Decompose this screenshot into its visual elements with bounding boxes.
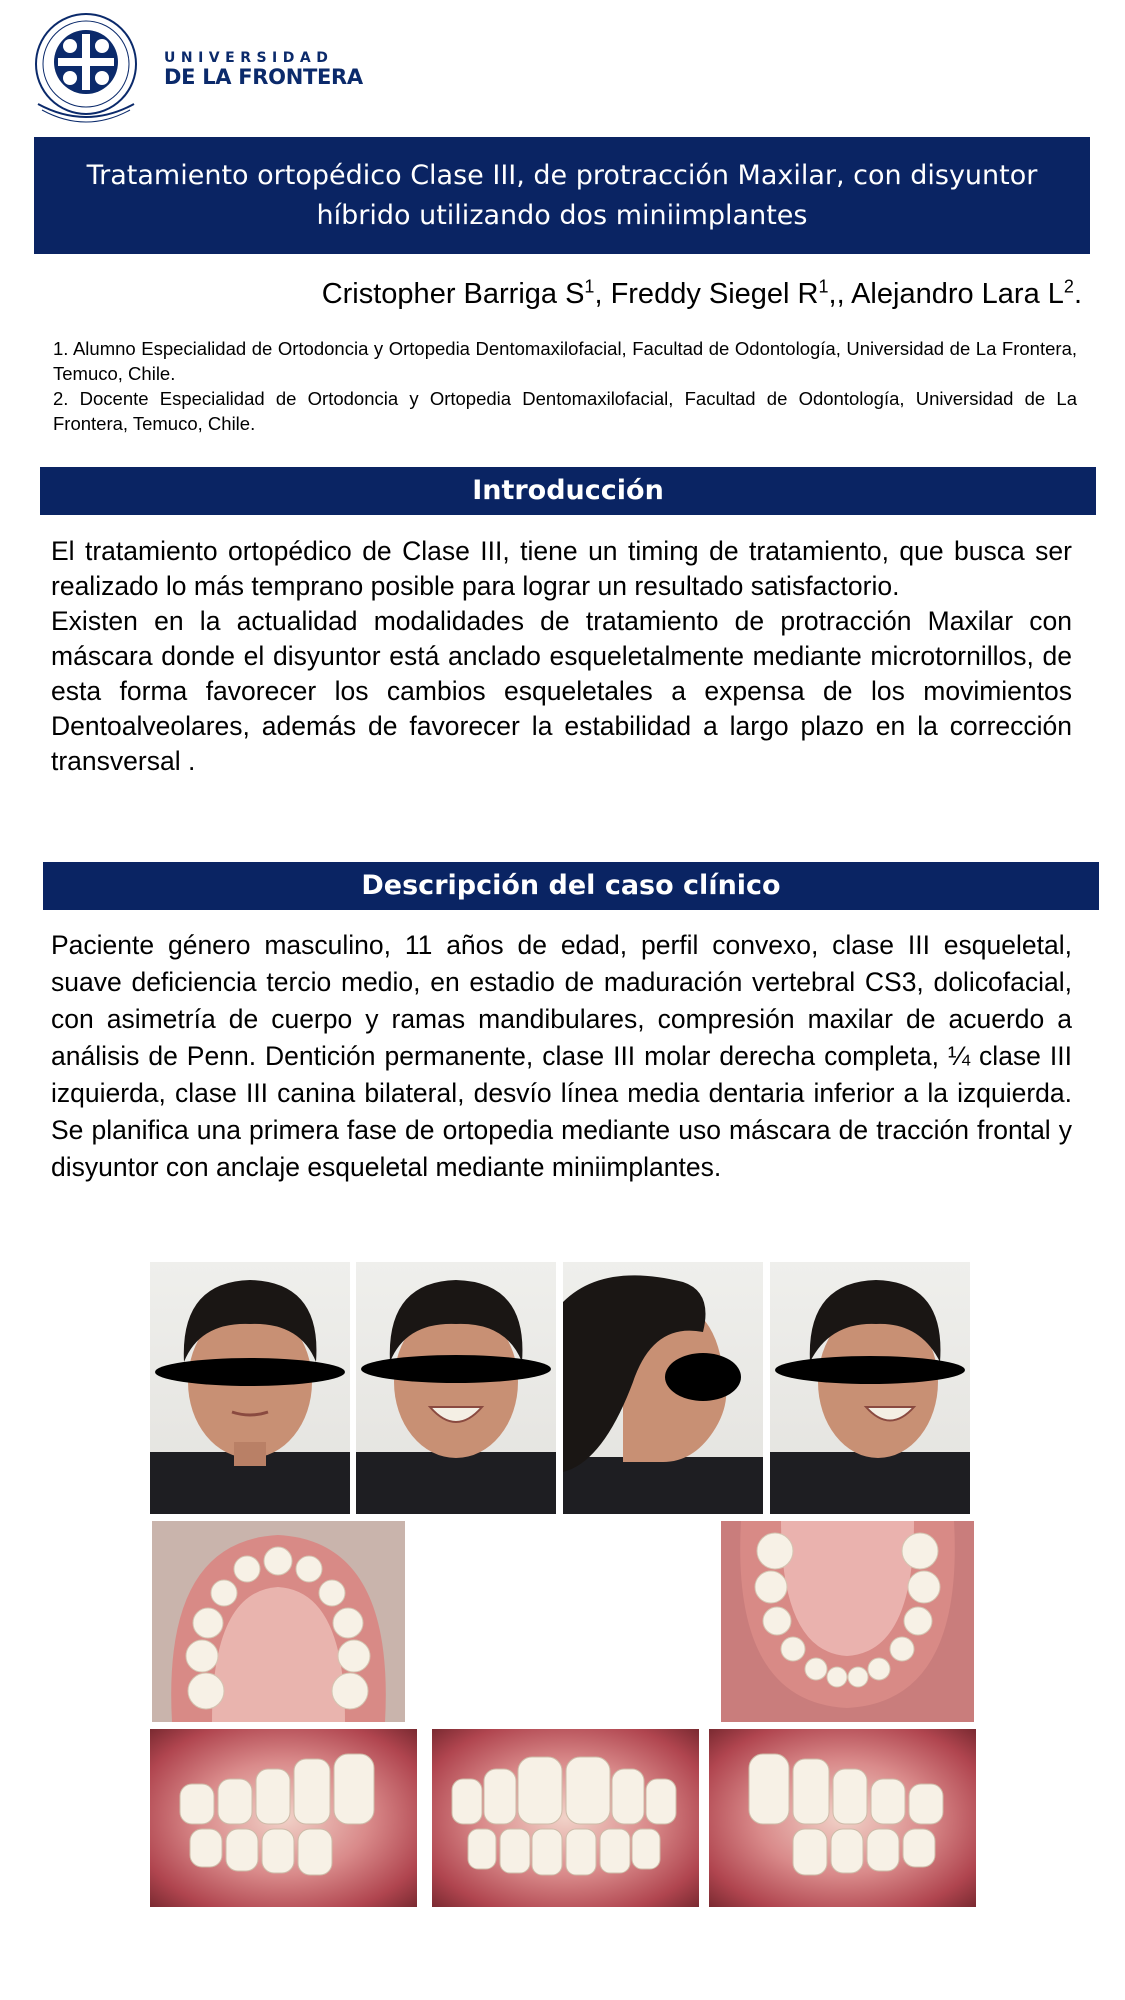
author-name: Cristopher Barriga S	[321, 278, 585, 310]
logo-wordmark-bottom: DE LA FRONTERA	[164, 65, 363, 89]
author-separator: ,,	[828, 278, 852, 310]
paragraph: El tratamiento ortopédico de Clase III, tiene un timing de tratamiento, que busca ser realizado lo más temprano posible para lograr un resultado satisfactorio.	[51, 536, 1072, 601]
facial-photo-frontal-rest	[150, 1262, 350, 1514]
facial-photo-profile	[563, 1262, 763, 1514]
intraoral-photo-lower-occlusal	[721, 1521, 974, 1722]
university-seal-logo	[30, 12, 142, 124]
affiliation-item: 2. Docente Especialidad de Ortodoncia y Ortopedia Dentomaxilofacial, Facultad de Odontología, Universidad de La Frontera, Temuco, Chile.	[53, 388, 1077, 434]
author-name: Freddy Siegel R	[610, 278, 819, 310]
affiliation-item: 1. Alumno Especialidad de Ortodoncia y Ortopedia Dentomaxilofacial, Facultad de Odontología, Universidad de La Frontera, Temuco, Chile.	[53, 338, 1077, 384]
author-separator: ,	[594, 278, 611, 310]
facial-photo-three-quarter-smile	[770, 1262, 970, 1514]
title-banner	[34, 137, 1090, 254]
author-name: Alejandro Lara L	[851, 278, 1064, 310]
logo-wordmark-top: UNIVERSIDAD	[164, 50, 334, 66]
author-affiliation-mark: 1	[584, 276, 595, 297]
intraoral-photo-left-lateral	[709, 1729, 976, 1907]
introduction-text	[51, 534, 1072, 779]
poster-title: Tratamiento ortopédico Clase III, de protracción Maxilar, con disyuntor híbrido utilizando dos miniimplantes	[86, 159, 1038, 231]
author-affiliation-mark: 1	[818, 276, 829, 297]
facial-photo-frontal-smile	[356, 1262, 556, 1514]
author-affiliation-mark: 2	[1063, 276, 1074, 297]
university-wordmark	[164, 50, 363, 88]
case-description-text: Paciente género masculino, 11 años de edad, perfil convexo, clase III esqueletal, suave deficiencia tercio medio, en estadio de maduración vertebral CS3, dolicofacial, con asimetría de cuerpo y ramas mandibulares, compresión maxilar de acuerdo a análisis de Penn. Dentición permanente, clase III molar derecha completa, ¼ clase III izquierda, clase III canina bilateral, desvío línea media dentaria inferior a la izquierda. Se planifica una primera fase de ortopedia mediante uso máscara de tracción frontal y disyuntor con anclaje esqueletal mediante miniimplantes.	[51, 930, 1072, 1182]
section-heading-introduction: Introducción	[40, 467, 1096, 515]
intraoral-photo-right-lateral	[150, 1729, 417, 1907]
intraoral-photo-upper-occlusal	[152, 1521, 405, 1722]
paragraph: Existen en la actualidad modalidades de tratamiento de protracción Maxilar con máscara donde el disyuntor está anclado esqueletalmente mediante microtornillos, de esta forma favorecer los cambios esqueletales a expensa de los movimientos Dentoalveolares, además de favorecer la estabilidad a largo plazo en la corrección transversal .	[51, 606, 1072, 776]
author-separator: .	[1073, 278, 1082, 310]
section-heading-case-description: Descripción del caso clínico	[43, 862, 1099, 910]
affiliations	[53, 336, 1077, 436]
author-list	[322, 277, 1082, 311]
intraoral-photo-frontal	[432, 1729, 699, 1907]
